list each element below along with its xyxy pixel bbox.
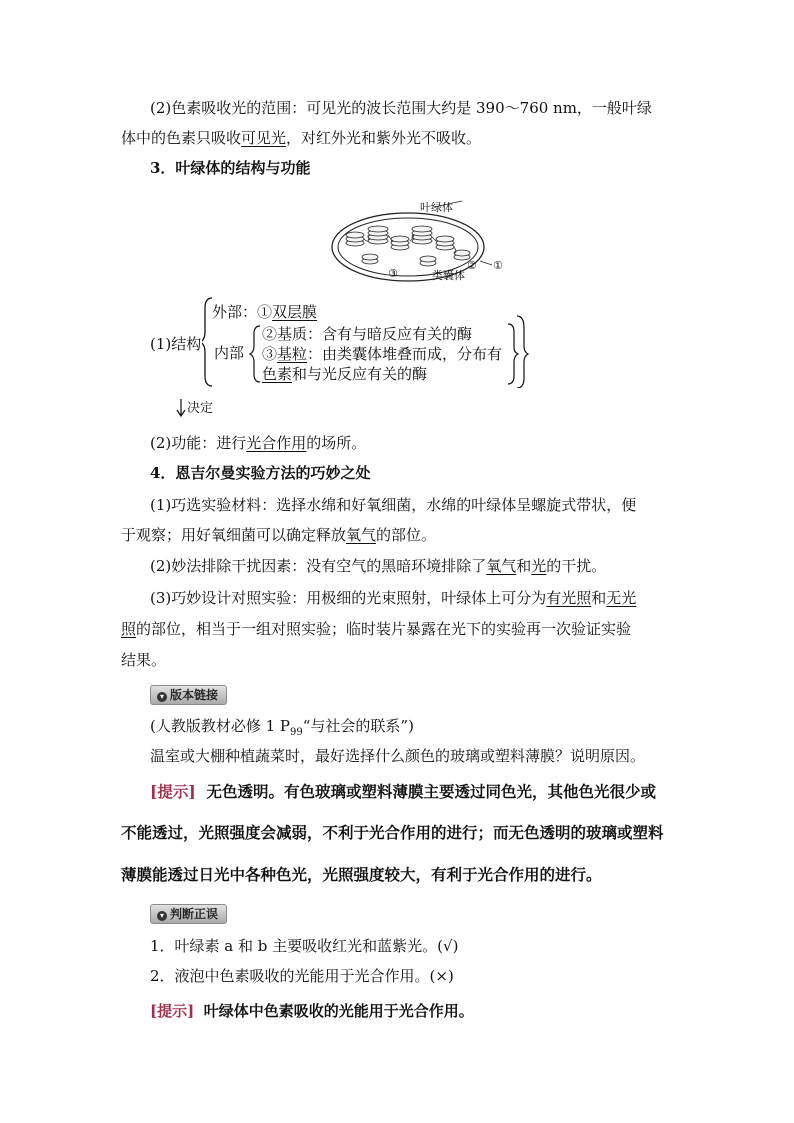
text: ，对红外光和紫外光不吸收。 <box>286 129 482 147</box>
down-arrow-icon <box>176 398 186 418</box>
text: 的部位。 <box>376 526 437 544</box>
underlined-answer: 光合作用 <box>246 434 307 452</box>
stroma-text: ②基质：含有与暗反应有关的酶 <box>262 325 473 343</box>
paragraph-absorption-line1: (2)色素吸收光的范围：可见光的波长范围大约是 390～760 nm，一般叶绿 <box>150 99 652 117</box>
text: (3)巧妙设计对照实验：用极细的光束照射，叶绿体上可分为 <box>150 589 547 607</box>
badge-label: 判断正误 <box>170 907 219 921</box>
text: 无色透明。有色玻璃或塑料薄膜主要透过同色光，其他色光很少或 <box>206 782 656 801</box>
label-chloroplast: 叶绿体 <box>420 201 453 214</box>
section-heading-3: 3．叶绿体的结构与功能 <box>150 159 311 177</box>
chloroplast-figure <box>330 195 520 287</box>
underlined-answer: 氧气 <box>346 526 377 544</box>
chevron-circle-icon: ▾ <box>157 692 167 702</box>
underlined-answer: 氧气 <box>486 557 517 575</box>
text: 和与光反应有关的酶 <box>292 365 428 383</box>
hint-line1 <box>150 782 656 802</box>
text: ：由类囊体堆叠而成，分布有 <box>307 345 503 363</box>
engelmann-p2 <box>150 556 606 576</box>
text: 体中的色素只吸收 <box>121 129 242 147</box>
hint-line2: 不能透过，光照强度会减弱，不利于光合作用的进行；而无色透明的玻璃或塑料 <box>121 823 664 842</box>
hint-tag: [提示] <box>150 782 196 801</box>
hint-line3: 薄膜能透过日光中各种色光，光照强度较大，有利于光合作用的进行。 <box>121 865 602 884</box>
text: 的部位，相当于一组对照实验；临时装片暴露在光下的实验再一次验证实验 <box>136 620 632 638</box>
badge-label: 版本链接 <box>170 688 219 702</box>
label-thylakoid: 类囊体 <box>432 269 465 282</box>
text: 外部：① <box>212 303 273 321</box>
paragraph-absorption-line2 <box>121 128 481 148</box>
page-subscript: 99 <box>290 727 303 738</box>
text: 和 <box>591 589 607 607</box>
text: 和 <box>516 557 532 575</box>
underlined-answer: 光 <box>531 557 547 575</box>
text: 的干扰。 <box>546 557 607 575</box>
engelmann-p1-line1: (1)巧选实验材料：选择水绵和好氧细菌，水绵的叶绿体呈螺旋式带状，便 <box>150 496 637 514</box>
version-link-badge <box>150 685 227 705</box>
text: (2)功能：进行 <box>150 434 247 452</box>
true-false-badge <box>150 904 227 924</box>
engelmann-p3-line1 <box>150 588 636 608</box>
text: ③ <box>262 345 278 363</box>
text: (2)妙法排除干扰因素：没有空气的黑暗环境排除了 <box>150 557 487 575</box>
judge-item-1: 1．叶绿素 a 和 b 主要吸收红光和蓝紫光。(√) <box>150 937 459 955</box>
hint-tag: [提示] <box>150 1002 195 1020</box>
label-3: ③ <box>388 267 398 280</box>
structure-label: (1)结构 <box>150 335 202 353</box>
engelmann-p1-line2 <box>121 525 436 545</box>
label-1: ① <box>493 259 503 272</box>
chevron-circle-icon: ▾ <box>157 911 167 921</box>
text: (人教版教材必修 1 P <box>150 717 291 735</box>
grana-text <box>262 343 502 364</box>
judge-hint <box>150 1001 474 1021</box>
text: 的场所。 <box>306 434 367 452</box>
inner-label: 内部 <box>214 344 245 362</box>
judge-item-2: 2．液泡中色素吸收的光能用于光合作用。(×) <box>150 967 454 985</box>
grana-text-line2 <box>262 363 427 384</box>
text: 叶绿体中色素吸收的光能用于光合作用。 <box>203 1002 474 1020</box>
underlined-answer: 双层膜 <box>272 303 318 321</box>
structure-brace-block <box>150 296 530 388</box>
underlined-answer: 有光照 <box>546 589 592 607</box>
underlined-answer: 无光 <box>606 589 637 607</box>
question-text: 温室或大棚种植蔬菜时，最好选择什么颜色的玻璃或塑料薄膜？说明原因。 <box>150 747 646 765</box>
underlined-answer: 色素 <box>262 365 293 383</box>
text: 于观察；用好氧细菌可以确定释放 <box>121 526 347 544</box>
text: “与社会的联系”) <box>302 717 414 735</box>
engelmann-p3-line2 <box>121 619 631 639</box>
label-2: ② <box>467 259 477 272</box>
outer-membrane-text <box>212 301 317 322</box>
underlined-answer: 基粒 <box>277 345 308 363</box>
section-heading-4: 4．恩吉尔曼实验方法的巧妙之处 <box>150 464 371 482</box>
underlined-answer: 照 <box>121 620 137 638</box>
textbook-source <box>150 716 414 743</box>
engelmann-p3-line3: 结果。 <box>121 651 167 669</box>
underlined-answer: 可见光 <box>241 129 287 147</box>
function-line <box>150 433 366 453</box>
decides-label: 决定 <box>187 401 214 416</box>
